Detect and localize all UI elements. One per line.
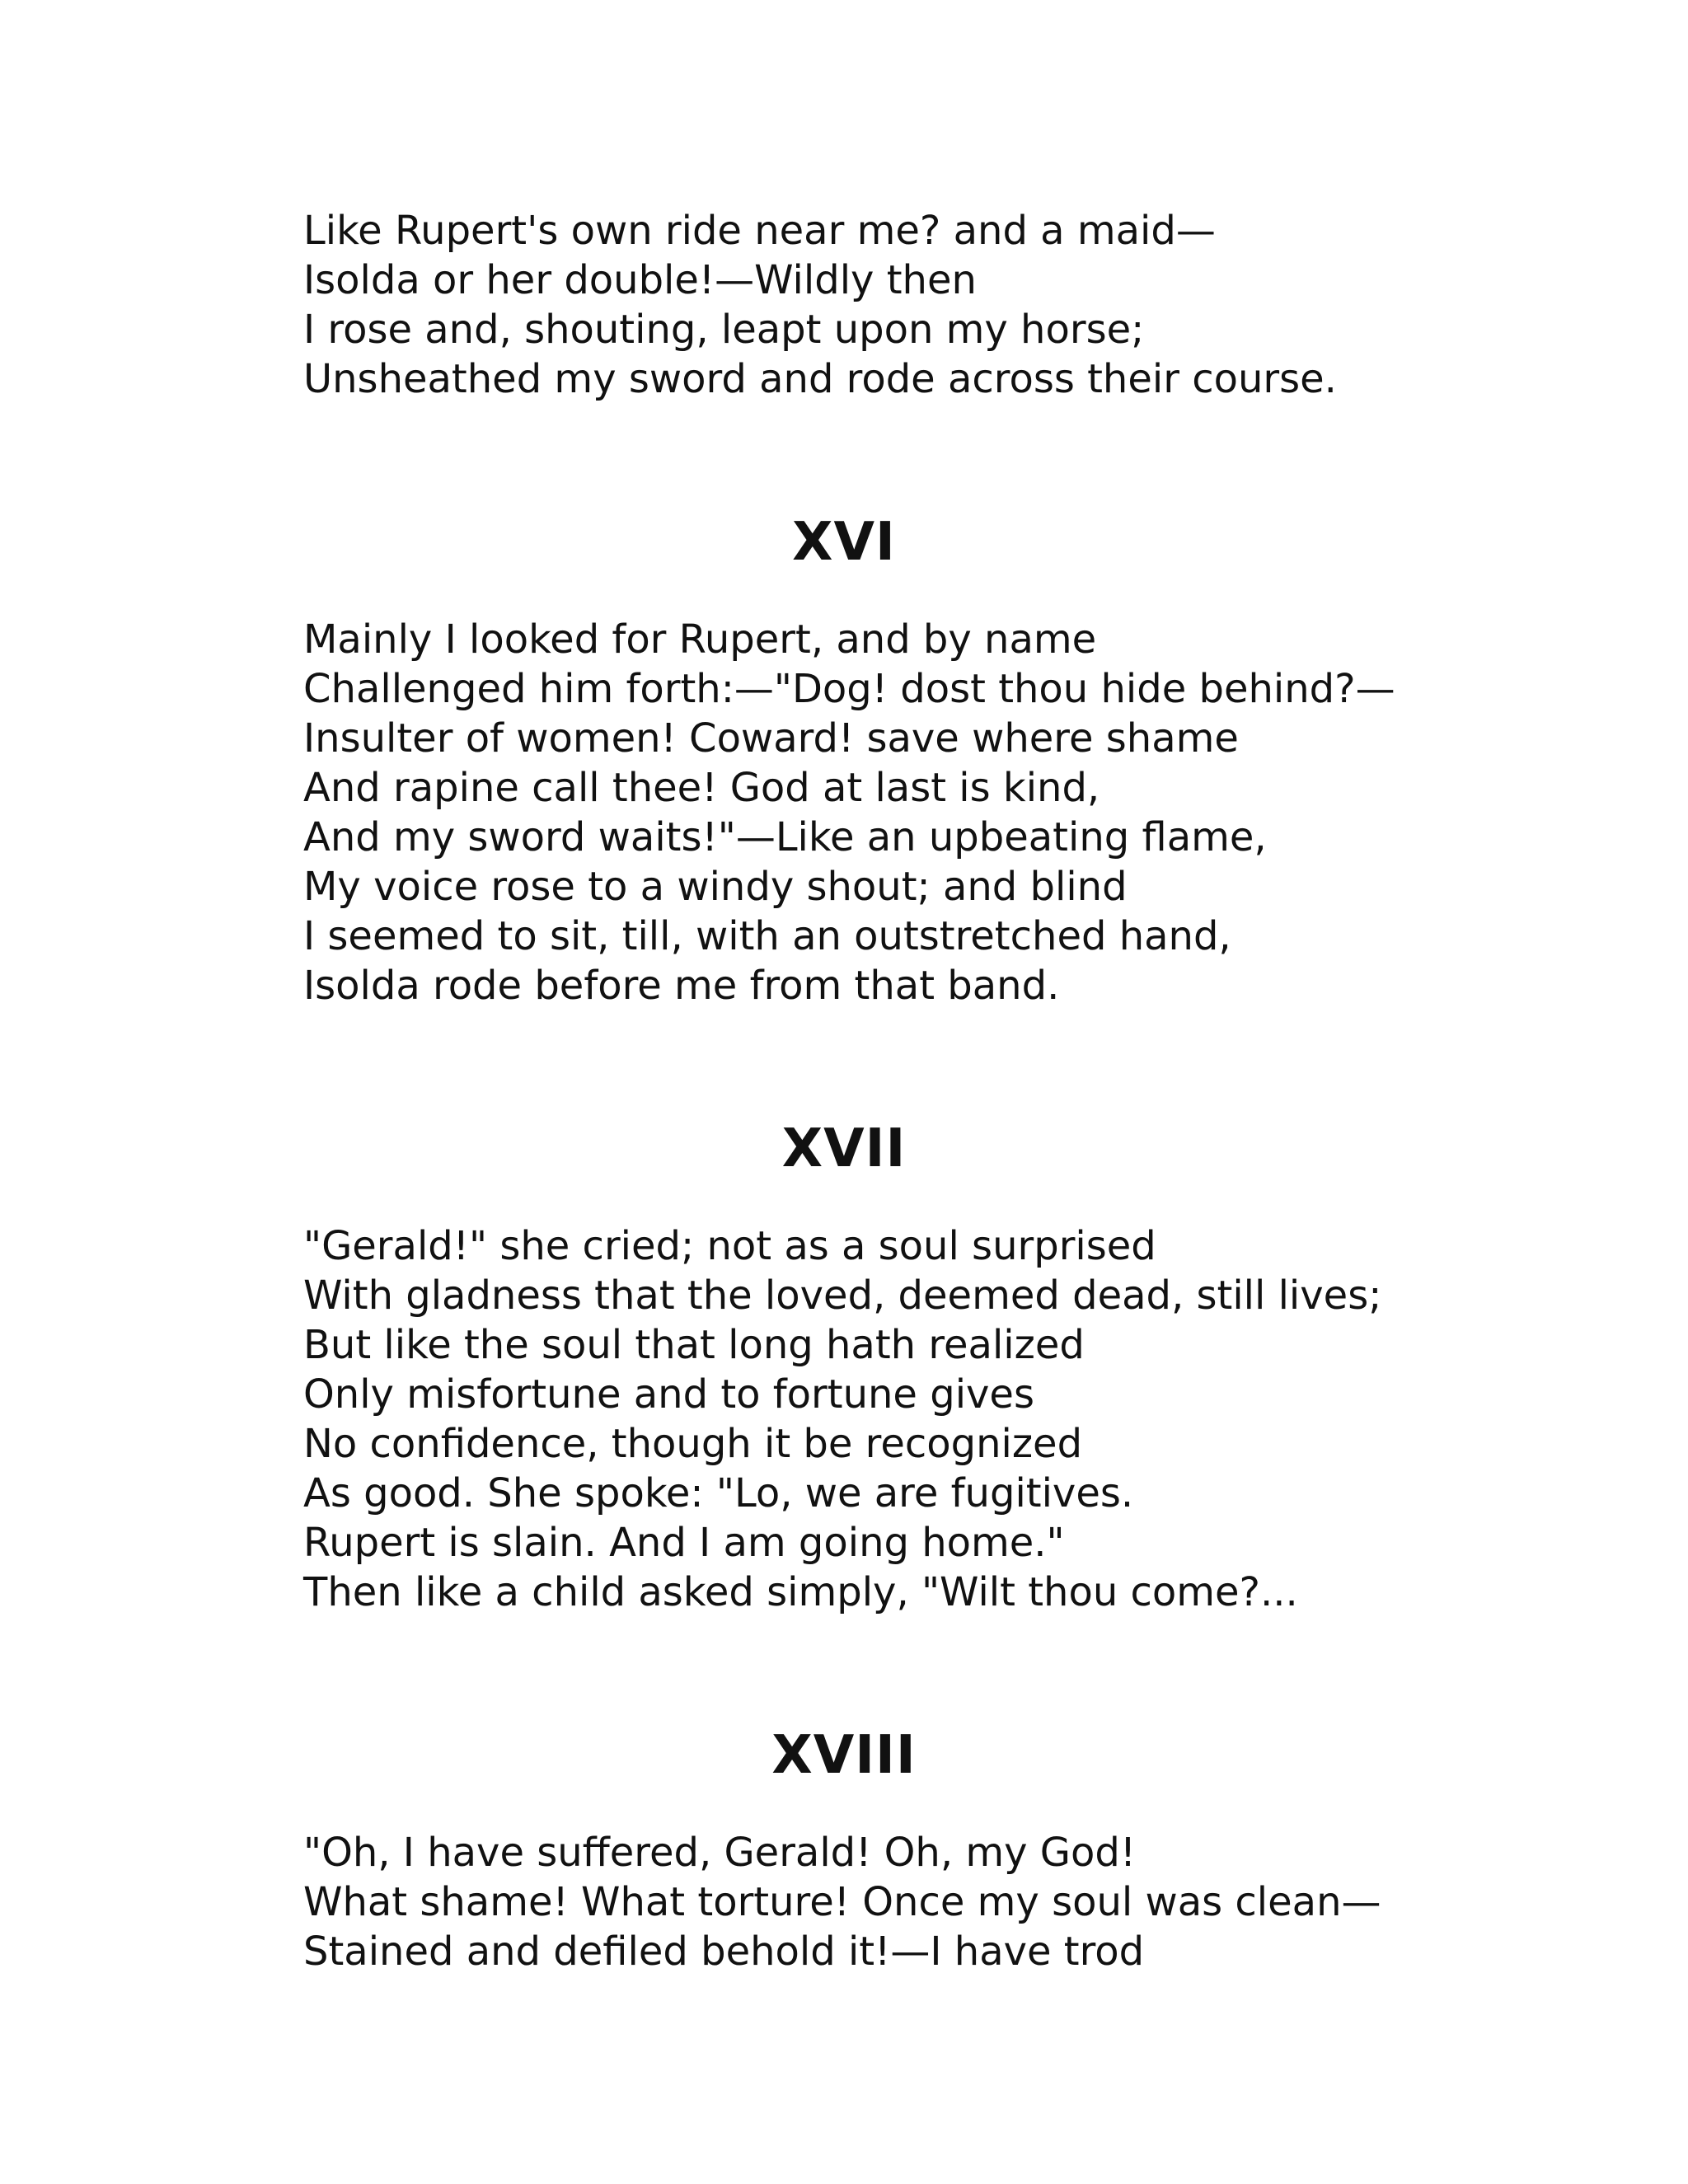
verse-line: Then like a child asked simply, "Wilt thou come?... [303,1569,1298,1615]
stanza-xvii [303,1221,1457,1617]
verse-line: Challenged him forth:—"Dog! dost thou hide behind?— [303,666,1395,712]
verse-line: And my sword waits!"—Like an upbeating flame, [303,814,1267,860]
stanza-heading-xvii: XVII [781,1118,907,1179]
verse-line: Isolda or her double!—Wildly then [303,257,977,303]
verse-line: But like the soul that long hath realized [303,1322,1085,1368]
verse-line: "Gerald!" she cried; not as a soul surprised [303,1223,1156,1269]
verse-line: My voice rose to a windy shout; and blind [303,864,1128,910]
stanza-heading-xvi: XVI [792,512,896,573]
verse-line: Unsheathed my sword and rode across their course. [303,356,1337,402]
verse-line: Isolda rode before me from that band. [303,963,1060,1009]
verse-line: I seemed to sit, till, with an outstretched hand, [303,913,1231,959]
stanza-heading-xviii: XVIII [771,1725,917,1786]
verse-line: Rupert is slain. And I am going home." [303,1520,1065,1566]
verse-line: Like Rupert's own ride near me? and a maid— [303,208,1216,254]
verse-line: With gladness that the loved, deemed dead, still lives; [303,1272,1382,1319]
verse-line: As good. She spoke: "Lo, we are fugitives. [303,1470,1134,1516]
stanza-xvi [303,615,1457,1010]
verse-line: "Oh, I have suffered, Gerald! Oh, my God! [303,1830,1137,1876]
verse-line: No confidence, though it be recognized [303,1421,1083,1467]
verse-line: Insulter of women! Coward! save where shame [303,715,1239,762]
verse-line: And rapine call thee! God at last is kind, [303,765,1100,811]
stanza-continuation [303,206,1457,404]
stanza-xviii [303,1828,1457,1976]
verse-line: Only misfortune and to fortune gives [303,1371,1034,1418]
verse-line: Mainly I looked for Rupert, and by name [303,616,1097,663]
verse-line: What shame! What torture! Once my soul was clean— [303,1879,1381,1925]
verse-line: I rose and, shouting, leapt upon my horse; [303,307,1145,353]
verse-line: Stained and defiled behold it!—I have trod [303,1929,1145,1975]
cut-off-text-line [303,176,1111,188]
